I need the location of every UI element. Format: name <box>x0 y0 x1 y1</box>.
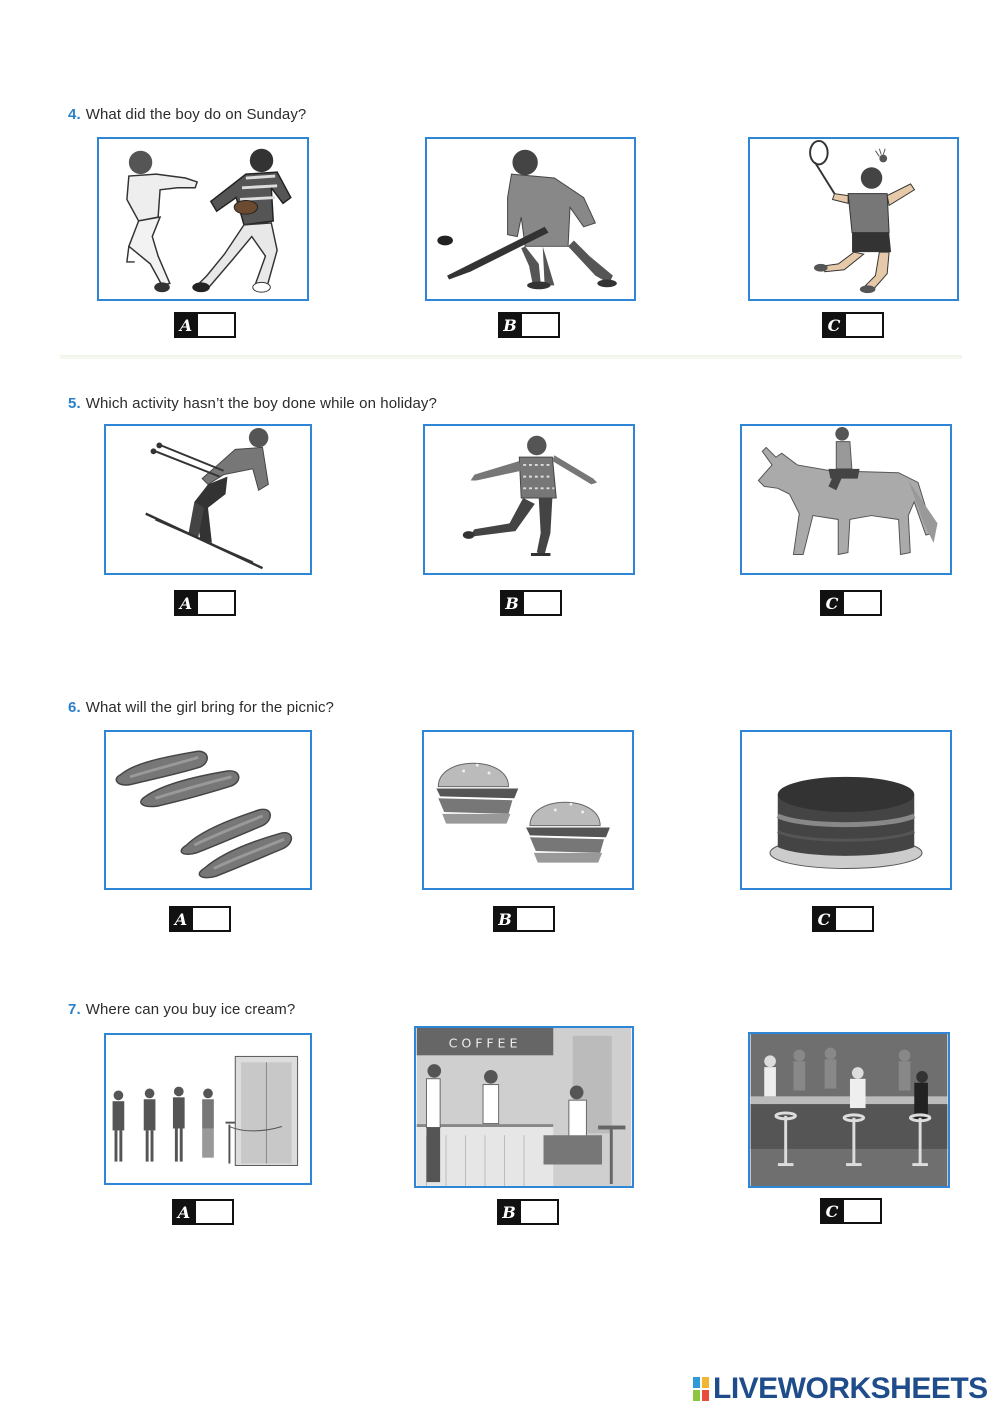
question-text: Where can you buy ice cream? <box>85 1001 296 1018</box>
option-7c-image[interactable] <box>748 1032 950 1188</box>
option-5a-image[interactable] <box>104 424 312 575</box>
horse-rider-icon <box>742 426 950 573</box>
option-6b-image[interactable] <box>422 730 634 890</box>
question-number: 7. <box>68 1001 81 1018</box>
ice-hockey-player-icon <box>427 139 634 299</box>
option-4a-answer[interactable] <box>174 312 236 338</box>
option-7a-answer[interactable] <box>172 1199 234 1225</box>
answer-box[interactable] <box>844 590 882 616</box>
question-5 <box>68 395 437 412</box>
option-label: A <box>172 1199 196 1225</box>
option-label: A <box>169 906 193 932</box>
option-6c-image[interactable] <box>740 730 952 890</box>
option-4b-answer[interactable] <box>498 312 560 338</box>
answer-box[interactable] <box>836 906 874 932</box>
option-label: B <box>500 590 524 616</box>
answer-box[interactable] <box>193 906 231 932</box>
option-label: B <box>493 906 517 932</box>
answer-box[interactable] <box>522 312 560 338</box>
option-label: A <box>174 312 198 338</box>
question-number: 6. <box>68 699 81 716</box>
question-text: What will the girl bring for the picnic? <box>85 699 334 716</box>
answer-box[interactable] <box>844 1198 882 1224</box>
question-text: Which activity hasn’t the boy done while on holiday? <box>85 395 437 412</box>
sausages-icon <box>106 732 310 888</box>
logo-mark-icon <box>692 1376 710 1402</box>
coffee-sign: COFFEE <box>448 1035 522 1051</box>
answer-box[interactable] <box>198 590 236 616</box>
option-5c-answer[interactable] <box>820 590 882 616</box>
coffee-shop-icon <box>416 1028 632 1186</box>
option-label: C <box>820 590 844 616</box>
section-divider <box>60 355 962 359</box>
option-4c-image[interactable] <box>748 137 959 301</box>
option-4a-image[interactable] <box>97 137 309 301</box>
option-label: C <box>820 1198 844 1224</box>
option-5c-image[interactable] <box>740 424 952 575</box>
option-label: B <box>497 1199 521 1225</box>
question-number: 4. <box>68 106 81 123</box>
option-6b-answer[interactable] <box>493 906 555 932</box>
question-4 <box>68 106 306 123</box>
option-label: C <box>812 906 836 932</box>
option-4c-answer[interactable] <box>822 312 884 338</box>
question-7 <box>68 1001 295 1018</box>
brand-name: LIVEWORKSHEETS <box>713 1372 988 1405</box>
answer-box[interactable] <box>846 312 884 338</box>
liveworksheets-logo[interactable] <box>692 1372 988 1406</box>
answer-box[interactable] <box>521 1199 559 1225</box>
option-6a-answer[interactable] <box>169 906 231 932</box>
burgers-icon <box>424 732 632 888</box>
option-7c-answer[interactable] <box>820 1198 882 1224</box>
ice-skater-icon <box>425 426 633 573</box>
option-7b-answer[interactable] <box>497 1199 559 1225</box>
option-5b-answer[interactable] <box>500 590 562 616</box>
question-number: 5. <box>68 395 81 412</box>
answer-box[interactable] <box>524 590 562 616</box>
chocolate-cake-icon <box>742 732 950 888</box>
option-label: A <box>174 590 198 616</box>
answer-box[interactable] <box>196 1199 234 1225</box>
option-5b-image[interactable] <box>423 424 635 575</box>
rugby-players-icon <box>99 139 307 299</box>
bar-icon <box>750 1034 948 1186</box>
answer-box[interactable] <box>517 906 555 932</box>
cinema-queue-icon <box>106 1035 310 1183</box>
option-label: B <box>498 312 522 338</box>
option-5a-answer[interactable] <box>174 590 236 616</box>
question-6 <box>68 699 334 716</box>
badminton-player-icon <box>750 139 957 299</box>
option-7b-image[interactable] <box>414 1026 634 1188</box>
option-label: C <box>822 312 846 338</box>
option-6c-answer[interactable] <box>812 906 874 932</box>
option-7a-image[interactable] <box>104 1033 312 1185</box>
option-6a-image[interactable] <box>104 730 312 890</box>
option-4b-image[interactable] <box>425 137 636 301</box>
question-text: What did the boy do on Sunday? <box>85 106 307 123</box>
skier-icon <box>106 426 310 573</box>
answer-box[interactable] <box>198 312 236 338</box>
